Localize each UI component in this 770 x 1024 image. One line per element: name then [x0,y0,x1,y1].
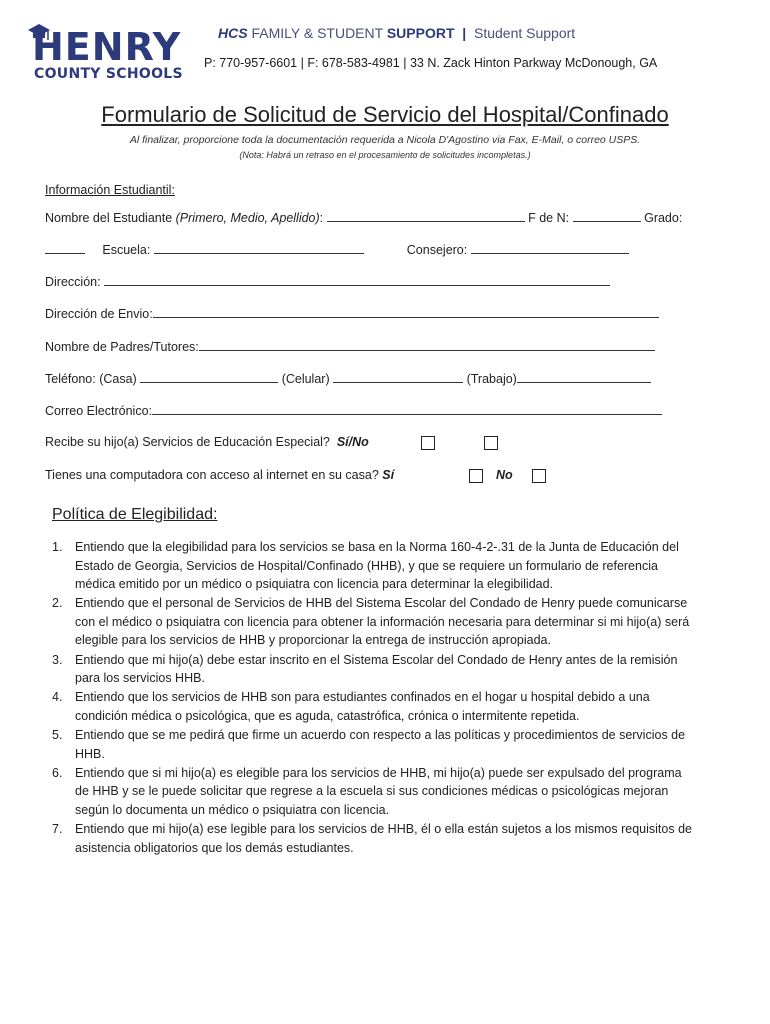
list-item [52,764,692,820]
row-phone [45,371,651,386]
list-item [52,594,692,650]
row-school [45,242,629,257]
logo-county-schools-text: COUNTY SCHOOLS [34,66,183,82]
henry-county-schools-logo [26,22,196,84]
computer-question: Tienes una computadora con acceso al internet en su casa? [45,468,379,482]
mailing-address-field[interactable] [153,306,659,318]
row-email [45,403,662,418]
computer-yes-checkbox[interactable] [469,469,483,483]
policy-item-number: 5. [52,727,63,742]
tagline-separator: | [462,25,467,41]
policy-item-number: 6. [52,765,63,780]
list-item [52,688,692,725]
student-name-field[interactable] [327,210,525,222]
policy-item-text: Entiendo que si mi hijo(a) es elegible para los servicios de HHB, mi hijo(a) puede ser expulsado del programa de HHB y se le puede solicitar que regrese a la escuela si sus condiciones médicas o psicológicas mejoran según lo documenta un médico o psiquiatra con licencia. [75,765,682,817]
policy-item-text: Entiendo que se me pedirá que firme un acuerdo con respecto a las políticas y procedimientos de servicios de HHB. [75,727,686,761]
form-note: (Nota: Habrá un retraso en el procesamiento de solicitudes incompletas.) [239,150,531,160]
phone-work-label: (Trabajo) [466,372,517,386]
school-field[interactable] [154,242,364,254]
row-special-ed [45,435,369,449]
form-instructions: Al finalizar, proporcione toda la documentación requerida a Nicola D'Agostino via Fax, E-Mail, o correo USPS. [129,134,641,146]
row-mailing-address [45,306,659,321]
email-label: Correo Electrónico: [45,404,152,418]
policy-item-number: 2. [52,596,63,611]
mailing-address-label: Dirección de Envio: [45,307,153,321]
computer-no-checkbox[interactable] [532,469,546,483]
policy-item-text: Entiendo que mi hijo(a) debe estar inscrito en el Sistema Escolar del Condado de Henry antes de la remisión para los servicios HHB. [75,652,678,686]
phone-cell-label: (Celular) [281,372,330,386]
address-label: Dirección: [45,275,101,289]
row-computer [45,468,394,482]
policy-list [52,538,692,858]
row-parents [45,339,655,354]
dob-field[interactable] [573,210,641,222]
policy-item-number: 3. [52,652,63,667]
school-label: Escuela: [102,243,151,257]
header-tagline [218,25,575,41]
policy-item-text: Entiendo que el personal de Servicios de HHB del Sistema Escolar del Condado de Henry puede comunicarse con el médico o psiquiatra con licencia para obtener la información necesaria para determinar si mi hijo(a) será elegible para los servicios de HHB y proporcionar la entrega de instrucción apropiada. [75,596,690,648]
phone-home-field[interactable] [140,371,278,383]
tagline-hcs: HCS [218,25,248,41]
address-field[interactable] [104,274,610,286]
policy-item-number: 4. [52,690,63,705]
list-item [52,538,692,594]
dob-label: F de N: [528,211,570,225]
row-student-name [45,210,682,225]
email-field[interactable] [152,403,662,415]
section-student-info: Información Estudiantil: [45,183,175,197]
special-ed-question: Recibe su hijo(a) Servicios de Educación Especial? [45,435,330,449]
phone-home-label: Teléfono: (Casa) [45,372,137,386]
parents-field[interactable] [199,339,655,351]
list-item [52,820,692,857]
special-ed-yes-checkbox[interactable] [421,436,435,450]
phone-cell-field[interactable] [333,371,463,383]
contact-info: P: 770-957-6601 | F: 678-583-4981 | 33 N. Zack Hinton Parkway McDonough, GA [204,56,658,70]
parents-label: Nombre de Padres/Tutores: [45,340,199,354]
colon: : [319,211,324,225]
form-title: Formulario de Solicitud de Servicio del Hospital/Confinado [101,102,669,127]
computer-no-label: No [496,468,513,482]
tagline-student-support: Student Support [474,25,576,41]
policy-item-number: 1. [52,540,63,554]
computer-yes-label: Sí [382,468,395,482]
special-ed-options: Sí/No [336,435,369,449]
tagline-family: FAMILY & STUDENT [251,25,383,41]
logo-henry-text: HENRY [32,25,182,69]
policy-item-text: Entiendo que los servicios de HHB son para estudiantes confinados en el hogar u hospital debido a una condición médica o psicológica, que es aguda, catastrófica, crónica o intermitente repetida. [75,690,650,723]
grade-field[interactable] [45,242,85,254]
special-ed-no-checkbox[interactable] [484,436,498,450]
tagline-support: SUPPORT [386,25,455,41]
counselor-field[interactable] [471,242,629,254]
list-item [52,726,692,763]
grade-label: Grado: [644,211,683,225]
policy-item-text: Entiendo que la elegibilidad para los servicios se basa en la Norma 160-4-2-.31 de la Junta de Educación del Estado de Georgia, Servicios de Hospital/Confinado (HHB), y que se requiere un formulario de referencia médica emitido por un médico o psiquiatra con licencia para determinar la elegibilidad. [75,540,679,592]
policy-item-text: Entiendo que mi hijo(a) ese legible para los servicios de HHB, él o ella están sujetos a los mismos requisitos de asistencia obligatorios que los demás estudiantes. [75,821,692,855]
row-address [45,274,610,289]
list-item [52,651,692,688]
policy-heading: Política de Elegibilidad: [52,506,218,523]
student-name-label: Nombre del Estudiante [45,211,173,225]
phone-work-field[interactable] [517,371,651,383]
policy-item-number: 7. [52,821,63,836]
counselor-label: Consejero: [406,243,468,257]
student-name-hint: (Primero, Medio, Apellido) [175,211,320,225]
